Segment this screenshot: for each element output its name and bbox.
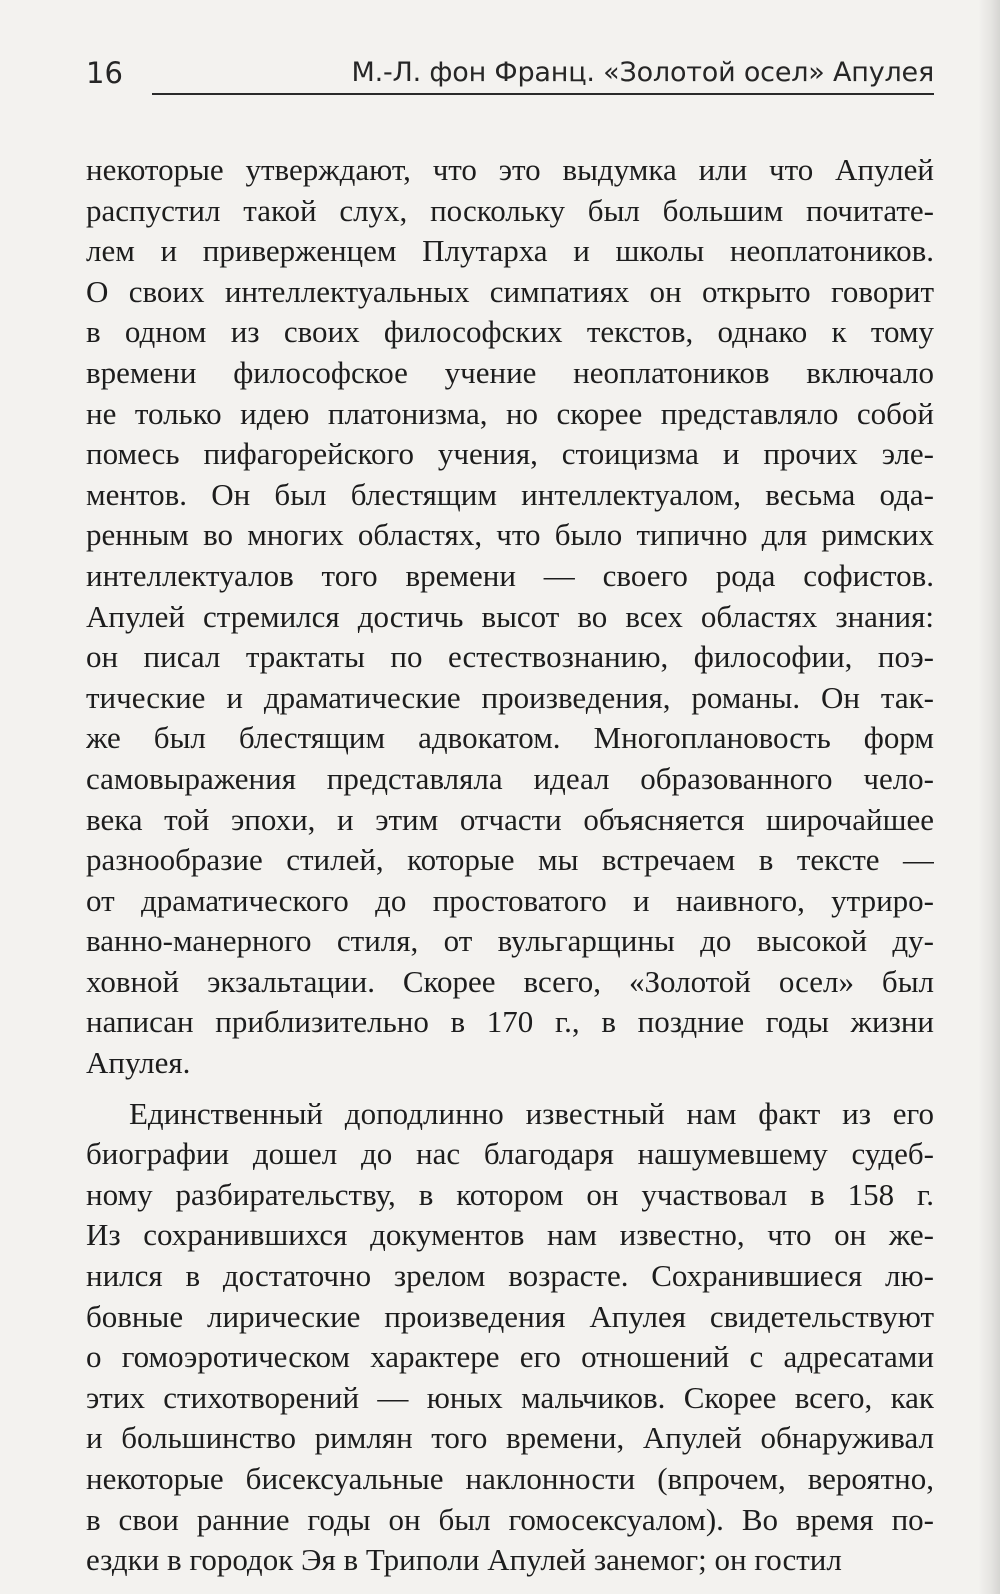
text-line: и большинство римлян того времени, Апулей обнаруживал (86, 1420, 934, 1456)
body-text (86, 150, 934, 1581)
text-line: помесь пифагорейского учения, стоицизма и прочих эле- (86, 436, 934, 472)
text-line: некоторые утверждают, что это выдумка или что Апулей (86, 152, 934, 187)
text-line: века той эпохи, и этим отчасти объясняется широчайшее (86, 801, 934, 837)
text-line: написан приблизительно в 170 г., в поздние годы жизни (86, 1004, 934, 1040)
text-line: некоторые бисексуальные наклонности (впрочем, вероятно, (86, 1461, 934, 1496)
paragraph (86, 150, 934, 1084)
page-edge-shadow (978, 0, 1000, 1594)
text-line: распустил такой слух, поскольку был большим почитате- (86, 192, 934, 228)
header-rule (152, 93, 934, 95)
text-line: этих стихотворений — юных мальчиков. Скорее всего, как (86, 1379, 934, 1415)
text-line: ренным во многих областях, что было типично для римских (86, 517, 934, 553)
text-line: Апулея. (86, 1045, 191, 1081)
text-line: Из сохранившихся документов нам известно, что он же- (86, 1217, 934, 1253)
text-line: ванно-манерного стиля, от вульгарщины до высокой ду- (86, 923, 934, 959)
text-line: времени философское учение неоплатоников включало (86, 354, 934, 390)
text-line: ному разбирательству, в котором он участвовал в 158 г. (86, 1176, 934, 1212)
text-line: ездки в городок Эя в Триполи Апулей занемог; он гостил (86, 1542, 842, 1578)
text-line: ховной экзальтации. Скорее всего, «Золотой осел» был (86, 963, 934, 999)
text-line: Единственный доподлинно известный нам факт из его (129, 1095, 934, 1131)
text-line: самовыражения представляла идеал образованного чело- (86, 760, 934, 796)
text-line: нился в достаточно зрелом возрасте. Сохранившиеся лю- (86, 1258, 934, 1294)
page-number: 16 (86, 56, 123, 90)
text-line: разнообразие стилей, которые мы встречаем в тексте — (86, 842, 934, 878)
text-line: бовные лирические произведения Апулея свидетельствуют (86, 1298, 934, 1334)
text-line: О своих интеллектуальных симпатиях он открыто говорит (86, 273, 934, 309)
text-line: не только идею платонизма, но скорее представляло собой (86, 395, 934, 431)
text-line: биографии дошел до нас благодаря нашумевшему судеб- (86, 1136, 934, 1172)
text-line: ментов. Он был блестящим интеллектуалом, весьма ода- (86, 476, 934, 512)
text-line: лем и приверженцем Плутарха и школы неоплатоников. (86, 233, 934, 269)
text-line: интеллектуалов того времени — своего рода софистов. (86, 557, 934, 593)
text-line: о гомоэротическом характере его отношений с адресатами (86, 1339, 934, 1375)
text-line: он писал трактаты по естествознанию, философии, поэ- (86, 639, 934, 675)
text-line: тические и драматические произведения, романы. Он так- (86, 679, 934, 715)
page-header (86, 52, 934, 96)
text-line: от драматического до простоватого и наивного, утриро- (86, 882, 934, 918)
running-title: М.-Л. фон Франц. «Золотой осел» Апулея (351, 57, 934, 88)
paragraph (86, 1094, 934, 1581)
text-line: в свои ранние годы он был гомосексуалом). Во время по- (86, 1501, 934, 1537)
text-line: же был блестящим адвокатом. Многоплановость форм (86, 720, 934, 756)
text-line: в одном из своих философских текстов, однако к тому (86, 314, 934, 350)
text-line: Апулей стремился достичь высот во всех областях знания: (86, 598, 934, 634)
